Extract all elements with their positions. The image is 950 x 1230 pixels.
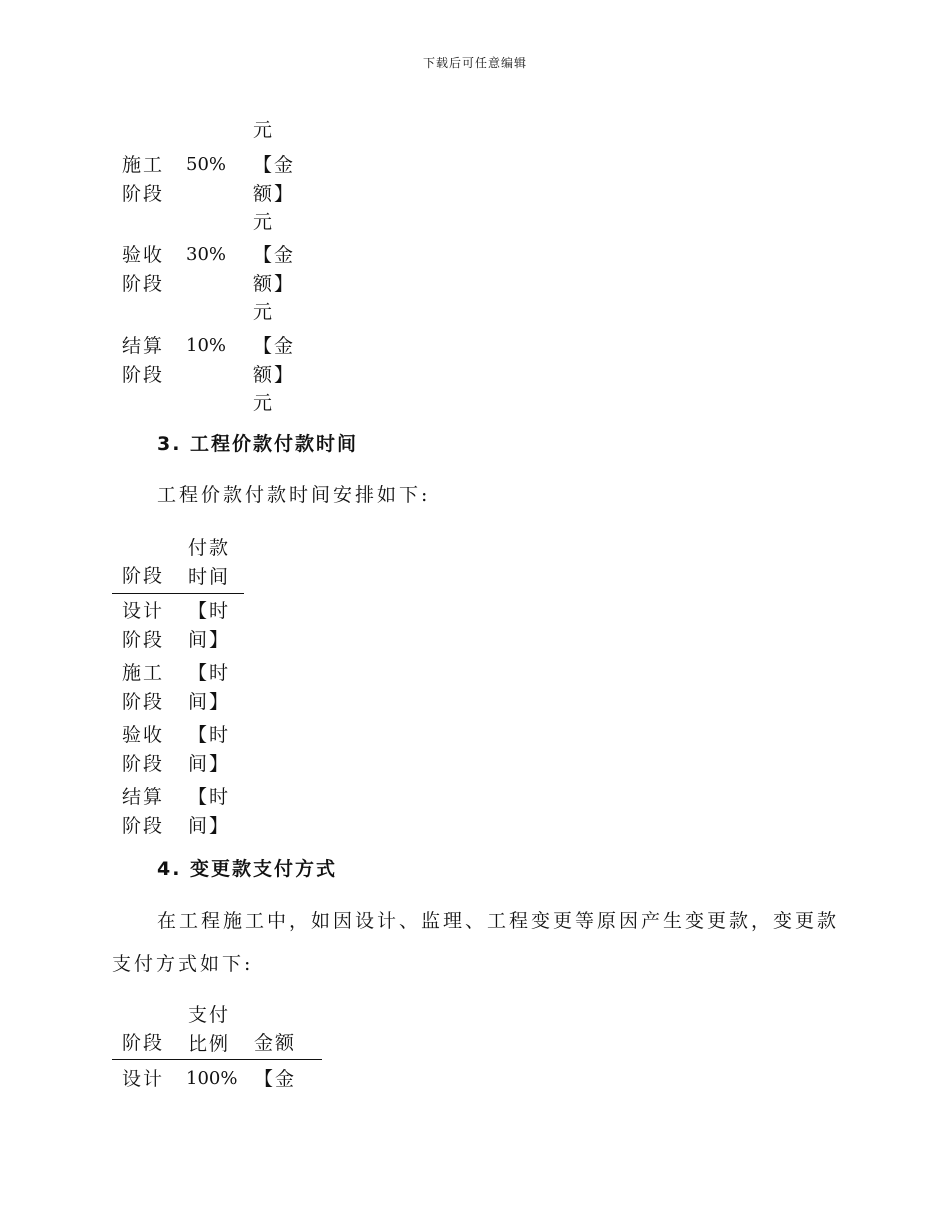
table1-ratio-cell: 30%: [186, 244, 227, 265]
table3-header-amount: 金额: [254, 1032, 297, 1054]
section3-heading: 3. 工程价款付款时间: [157, 433, 359, 455]
table2-stage-cell: 验收 阶段: [122, 724, 165, 775]
table2-header-stage: 阶段: [122, 565, 165, 587]
table3-amount-cell: 【金: [254, 1068, 297, 1090]
section3-intro: 工程价款付款时间安排如下:: [157, 484, 431, 506]
table3-header-stage: 阶段: [122, 1032, 165, 1054]
table1-amount-cell: 【金 额】 元: [253, 335, 296, 414]
page-header: 下载后可任意编辑: [422, 56, 527, 70]
table1-amount-cell: 【金 额】 元: [253, 244, 296, 323]
table2-header-time: 付款 时间: [188, 537, 231, 588]
table1-ratio-cell: 50%: [186, 154, 227, 175]
table2-time-cell: 【时 间】: [188, 724, 231, 775]
section4-intro-line2: 支付方式如下:: [112, 953, 254, 975]
table2-stage-cell: 结算 阶段: [122, 786, 165, 837]
table2-header-rule: [112, 593, 244, 594]
table3-header-ratio: 支付 比例: [188, 1004, 231, 1055]
table1-stage-cell: 施工 阶段: [122, 154, 165, 205]
table3-stage-cell: 设计: [122, 1068, 165, 1090]
table1-stage-cell: 验收 阶段: [122, 244, 165, 295]
table2-time-cell: 【时 间】: [188, 662, 231, 713]
table3-header-rule: [112, 1059, 322, 1060]
table2-time-cell: 【时 间】: [188, 600, 231, 651]
table1-ratio-cell: 10%: [186, 335, 227, 356]
table2-time-cell: 【时 间】: [188, 786, 231, 837]
table2-stage-cell: 施工 阶段: [122, 662, 165, 713]
table1-stage-cell: 结算 阶段: [122, 335, 165, 386]
table1-amount-cell: 【金 额】 元: [253, 154, 296, 233]
section4-heading: 4. 变更款支付方式: [157, 858, 338, 880]
table3-ratio-cell: 100%: [186, 1068, 238, 1089]
table2-stage-cell: 设计 阶段: [122, 600, 165, 651]
table1-top-fragment: 元: [253, 119, 275, 141]
section4-intro-line1: 在工程施工中，如因设计、监理、工程变更等原因产生变更款，变更款: [157, 910, 840, 932]
